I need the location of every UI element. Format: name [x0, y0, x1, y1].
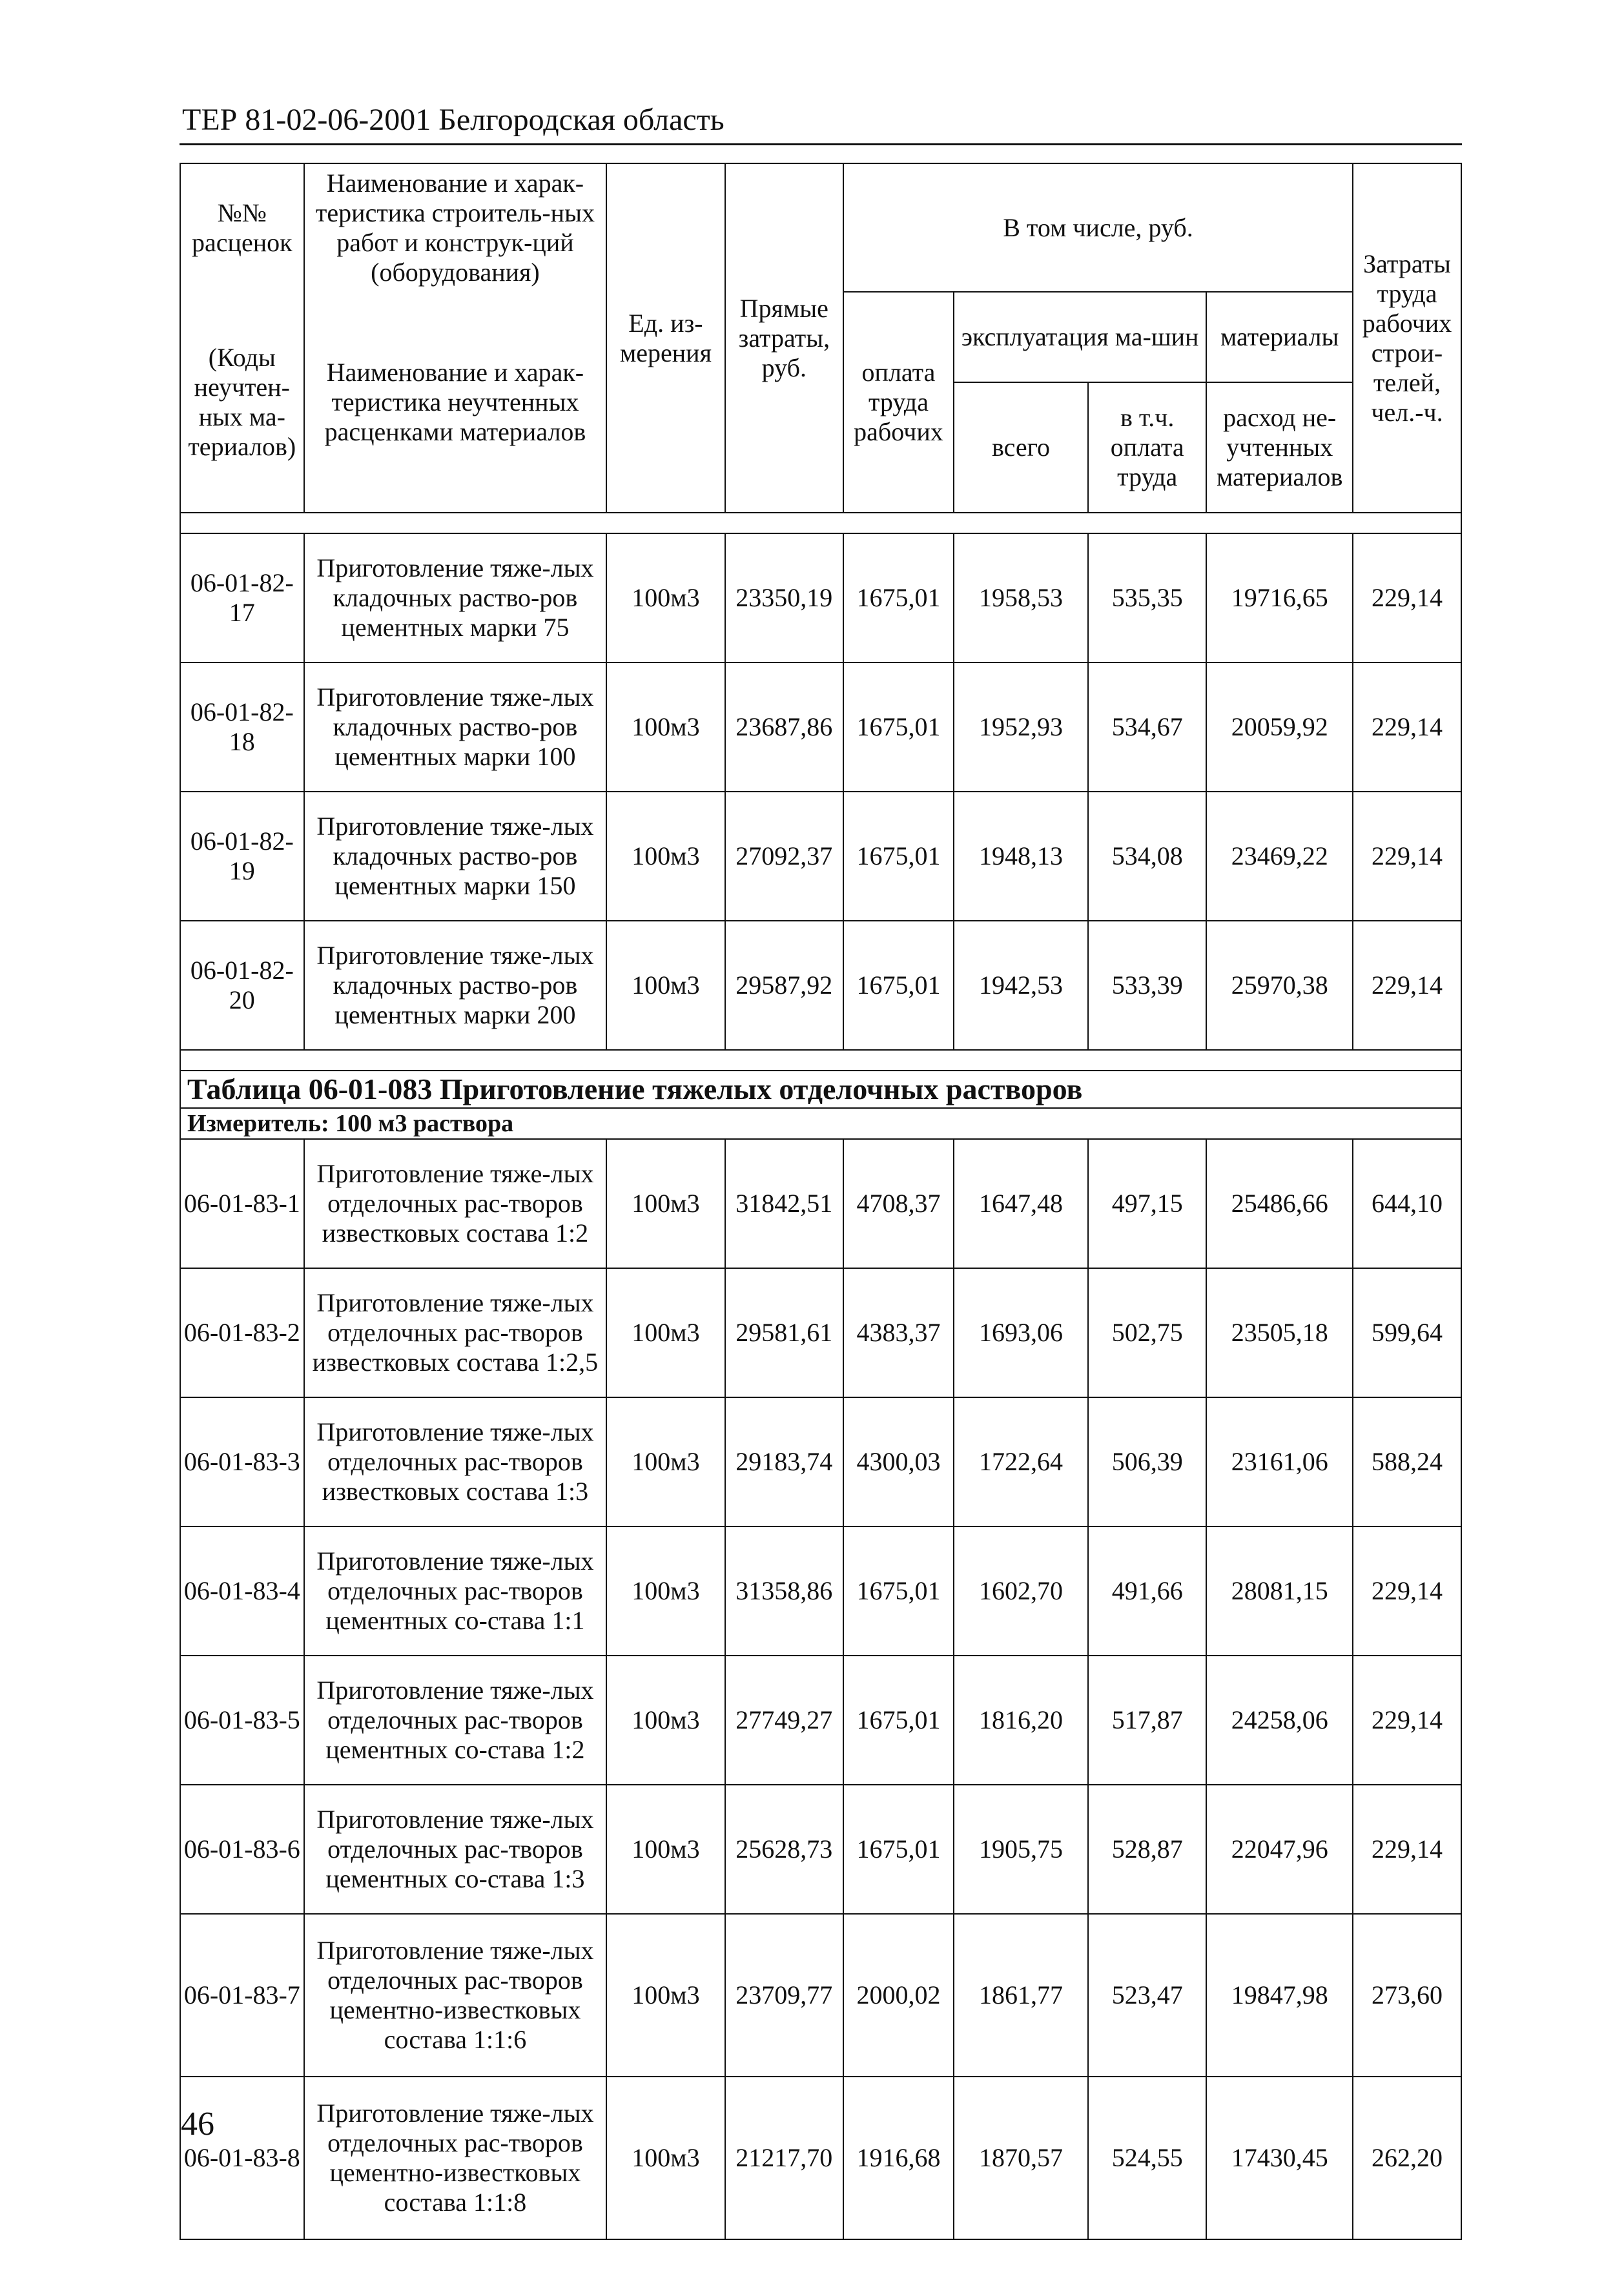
row-direct: 27749,27 — [725, 1656, 843, 1785]
row-name: Приготовление тяже-лых кладочных раство-ров цементных марки 150 — [304, 792, 607, 921]
row-name: Приготовление тяже-лых отделочных рас-творов цементно-известковых состава 1:1:6 — [304, 1914, 607, 2077]
row-direct: 31842,51 — [725, 1139, 843, 1268]
row-unit: 100м3 — [606, 1526, 725, 1656]
row-unit: 100м3 — [606, 662, 725, 792]
row-machines-wages: 524,55 — [1088, 2077, 1206, 2239]
row-materials: 17430,45 — [1206, 2077, 1353, 2239]
col-code-header: №№ расценок — [180, 163, 304, 292]
row-machines-wages: 517,87 — [1088, 1656, 1206, 1785]
row-machines-total: 1958,53 — [954, 533, 1088, 662]
row-machines-total: 1905,75 — [954, 1785, 1088, 1914]
row-code: 06-01-82-20 — [180, 921, 304, 1050]
measure-label: Измеритель: 100 м3 раствора — [180, 1108, 1461, 1139]
col-materials-sub-header: расход не-учтенных материалов — [1206, 382, 1353, 513]
row-unit: 100м3 — [606, 1914, 725, 2077]
col-code-sub-header: (Коды неучтен-ных ма-териалов) — [180, 292, 304, 513]
gap-row — [180, 1050, 1461, 1071]
table-row — [180, 533, 1461, 662]
row-name: Приготовление тяже-лых отделочных рас-творов известковых состава 1:2 — [304, 1139, 607, 1268]
row-materials: 23505,18 — [1206, 1268, 1353, 1397]
row-name: Приготовление тяже-лых кладочных раство-ров цементных марки 200 — [304, 921, 607, 1050]
row-name: Приготовление тяже-лых отделочных рас-творов цементно-известковых состава 1:1:8 — [304, 2077, 607, 2239]
row-labor: 229,14 — [1353, 921, 1461, 1050]
row-name: Приготовление тяже-лых кладочных раство-ров цементных марки 75 — [304, 533, 607, 662]
header-rule — [180, 143, 1462, 145]
col-mach-wages-header: в т.ч. оплата труда — [1088, 382, 1206, 513]
row-direct: 23350,19 — [725, 533, 843, 662]
row-direct: 31358,86 — [725, 1526, 843, 1656]
table-row — [180, 1914, 1461, 2077]
row-code: 06-01-83-7 — [180, 1914, 304, 2077]
row-labor: 229,14 — [1353, 662, 1461, 792]
header-row-1 — [180, 163, 1461, 292]
table-row — [180, 2077, 1461, 2239]
col-wages-header: оплата труда рабочих — [843, 292, 954, 513]
row-wages: 2000,02 — [843, 1914, 954, 2077]
row-materials: 22047,96 — [1206, 1785, 1353, 1914]
row-labor: 599,64 — [1353, 1268, 1461, 1397]
col-incl-header: В том числе, руб. — [843, 163, 1353, 292]
row-unit: 100м3 — [606, 1785, 725, 1914]
row-name: Приготовление тяже-лых отделочных рас-творов цементных со-става 1:1 — [304, 1526, 607, 1656]
col-name-header: Наименование и харак-теристика строитель-ных работ и конструк-ций (оборудования) — [304, 163, 607, 292]
row-materials: 23469,22 — [1206, 792, 1353, 921]
row-machines-wages: 497,15 — [1088, 1139, 1206, 1268]
row-materials: 20059,92 — [1206, 662, 1353, 792]
row-machines-wages: 491,66 — [1088, 1526, 1206, 1656]
table-row — [180, 1785, 1461, 1914]
row-labor: 644,10 — [1353, 1139, 1461, 1268]
col-machines-header: эксплуатация ма-шин — [954, 292, 1206, 382]
row-materials: 28081,15 — [1206, 1526, 1353, 1656]
row-labor: 229,14 — [1353, 792, 1461, 921]
row-machines-total: 1722,64 — [954, 1397, 1088, 1526]
table-row — [180, 1397, 1461, 1526]
col-direct-header: Прямые затраты, руб. — [725, 163, 843, 513]
row-name: Приготовление тяже-лых отделочных рас-творов известковых состава 1:2,5 — [304, 1268, 607, 1397]
row-code: 06-01-82-19 — [180, 792, 304, 921]
row-unit: 100м3 — [606, 1139, 725, 1268]
row-machines-wages: 533,39 — [1088, 921, 1206, 1050]
row-wages: 1916,68 — [843, 2077, 954, 2239]
row-machines-total: 1693,06 — [954, 1268, 1088, 1397]
row-unit: 100м3 — [606, 533, 725, 662]
row-direct: 29587,92 — [725, 921, 843, 1050]
row-code: 06-01-83-3 — [180, 1397, 304, 1526]
row-machines-total: 1647,48 — [954, 1139, 1088, 1268]
page-number: 46 — [181, 2106, 214, 2142]
row-machines-total: 1948,13 — [954, 792, 1088, 921]
row-materials: 25486,66 — [1206, 1139, 1353, 1268]
row-labor: 588,24 — [1353, 1397, 1461, 1526]
row-code: 06-01-83-1 — [180, 1139, 304, 1268]
row-direct: 27092,37 — [725, 792, 843, 921]
page-header-title: ТЕР 81-02-06-2001 Белгородская область — [182, 103, 725, 137]
row-wages: 1675,01 — [843, 533, 954, 662]
row-wages: 4708,37 — [843, 1139, 954, 1268]
row-code: 06-01-82-17 — [180, 533, 304, 662]
row-code: 06-01-83-6 — [180, 1785, 304, 1914]
table-row — [180, 1268, 1461, 1397]
table-title-row — [180, 1071, 1461, 1108]
table-row — [180, 1139, 1461, 1268]
row-machines-total: 1602,70 — [954, 1526, 1088, 1656]
row-name: Приготовление тяже-лых отделочных рас-творов цементных со-става 1:2 — [304, 1656, 607, 1785]
row-wages: 1675,01 — [843, 1526, 954, 1656]
row-materials: 19716,65 — [1206, 533, 1353, 662]
gap-row-row — [180, 1050, 1461, 1071]
row-materials: 25970,38 — [1206, 921, 1353, 1050]
table-row — [180, 792, 1461, 921]
row-wages: 1675,01 — [843, 792, 954, 921]
row-machines-wages: 534,67 — [1088, 662, 1206, 792]
row-machines-wages: 502,75 — [1088, 1268, 1206, 1397]
row-code: 06-01-83-2 — [180, 1268, 304, 1397]
row-name: Приготовление тяже-лых кладочных раство-ров цементных марки 100 — [304, 662, 607, 792]
row-unit: 100м3 — [606, 921, 725, 1050]
row-machines-wages: 534,08 — [1088, 792, 1206, 921]
row-labor: 229,14 — [1353, 1656, 1461, 1785]
row-direct: 25628,73 — [725, 1785, 843, 1914]
row-labor: 229,14 — [1353, 1526, 1461, 1656]
measure-label-row — [180, 1108, 1461, 1139]
row-unit: 100м3 — [606, 1397, 725, 1526]
col-mach-total-header: всего — [954, 382, 1088, 513]
row-unit: 100м3 — [606, 792, 725, 921]
row-labor: 273,60 — [1353, 1914, 1461, 2077]
row-direct: 21217,70 — [725, 2077, 843, 2239]
row-materials: 23161,06 — [1206, 1397, 1353, 1526]
row-unit: 100м3 — [606, 2077, 725, 2239]
row-code: 06-01-83-4 — [180, 1526, 304, 1656]
row-machines-total: 1942,53 — [954, 921, 1088, 1050]
row-labor: 262,20 — [1353, 2077, 1461, 2239]
row-machines-total: 1952,93 — [954, 662, 1088, 792]
row-wages: 1675,01 — [843, 921, 954, 1050]
row-labor: 229,14 — [1353, 1785, 1461, 1914]
row-code: 06-01-83-5 — [180, 1656, 304, 1785]
col-name-sub-header: Наименование и харак-теристика неучтенных расценками материалов — [304, 292, 607, 513]
table-row — [180, 921, 1461, 1050]
rates-table — [180, 163, 1462, 2240]
row-wages: 1675,01 — [843, 1785, 954, 1914]
row-unit: 100м3 — [606, 1656, 725, 1785]
row-machines-wages: 528,87 — [1088, 1785, 1206, 1914]
row-materials: 24258,06 — [1206, 1656, 1353, 1785]
table-row — [180, 1656, 1461, 1785]
col-labor-header: Затраты труда рабочих строи-телей, чел.-ч. — [1353, 163, 1461, 513]
row-machines-wages: 523,47 — [1088, 1914, 1206, 2077]
header-gap-row — [180, 513, 1461, 533]
col-materials-header: материалы — [1206, 292, 1353, 382]
col-unit-header: Ед. из-мерения — [606, 163, 725, 513]
table-row — [180, 662, 1461, 792]
row-direct: 29183,74 — [725, 1397, 843, 1526]
row-wages: 1675,01 — [843, 662, 954, 792]
table-row — [180, 1526, 1461, 1656]
row-wages: 1675,01 — [843, 1656, 954, 1785]
row-unit: 100м3 — [606, 1268, 725, 1397]
row-materials: 19847,98 — [1206, 1914, 1353, 2077]
row-machines-total: 1861,77 — [954, 1914, 1088, 2077]
row-direct: 29581,61 — [725, 1268, 843, 1397]
row-direct: 23709,77 — [725, 1914, 843, 2077]
row-name: Приготовление тяже-лых отделочных рас-творов известковых состава 1:3 — [304, 1397, 607, 1526]
row-code: 06-01-83-8 — [180, 2077, 304, 2239]
row-machines-total: 1870,57 — [954, 2077, 1088, 2239]
row-code: 06-01-82-18 — [180, 662, 304, 792]
table-title: Таблица 06-01-083 Приготовление тяжелых отделочных растворов — [180, 1071, 1461, 1108]
header-gap — [180, 513, 1461, 533]
row-machines-total: 1816,20 — [954, 1656, 1088, 1785]
row-machines-wages: 535,35 — [1088, 533, 1206, 662]
row-machines-wages: 506,39 — [1088, 1397, 1206, 1526]
row-name: Приготовление тяже-лых отделочных рас-творов цементных со-става 1:3 — [304, 1785, 607, 1914]
row-labor: 229,14 — [1353, 533, 1461, 662]
row-direct: 23687,86 — [725, 662, 843, 792]
row-wages: 4383,37 — [843, 1268, 954, 1397]
row-wages: 4300,03 — [843, 1397, 954, 1526]
